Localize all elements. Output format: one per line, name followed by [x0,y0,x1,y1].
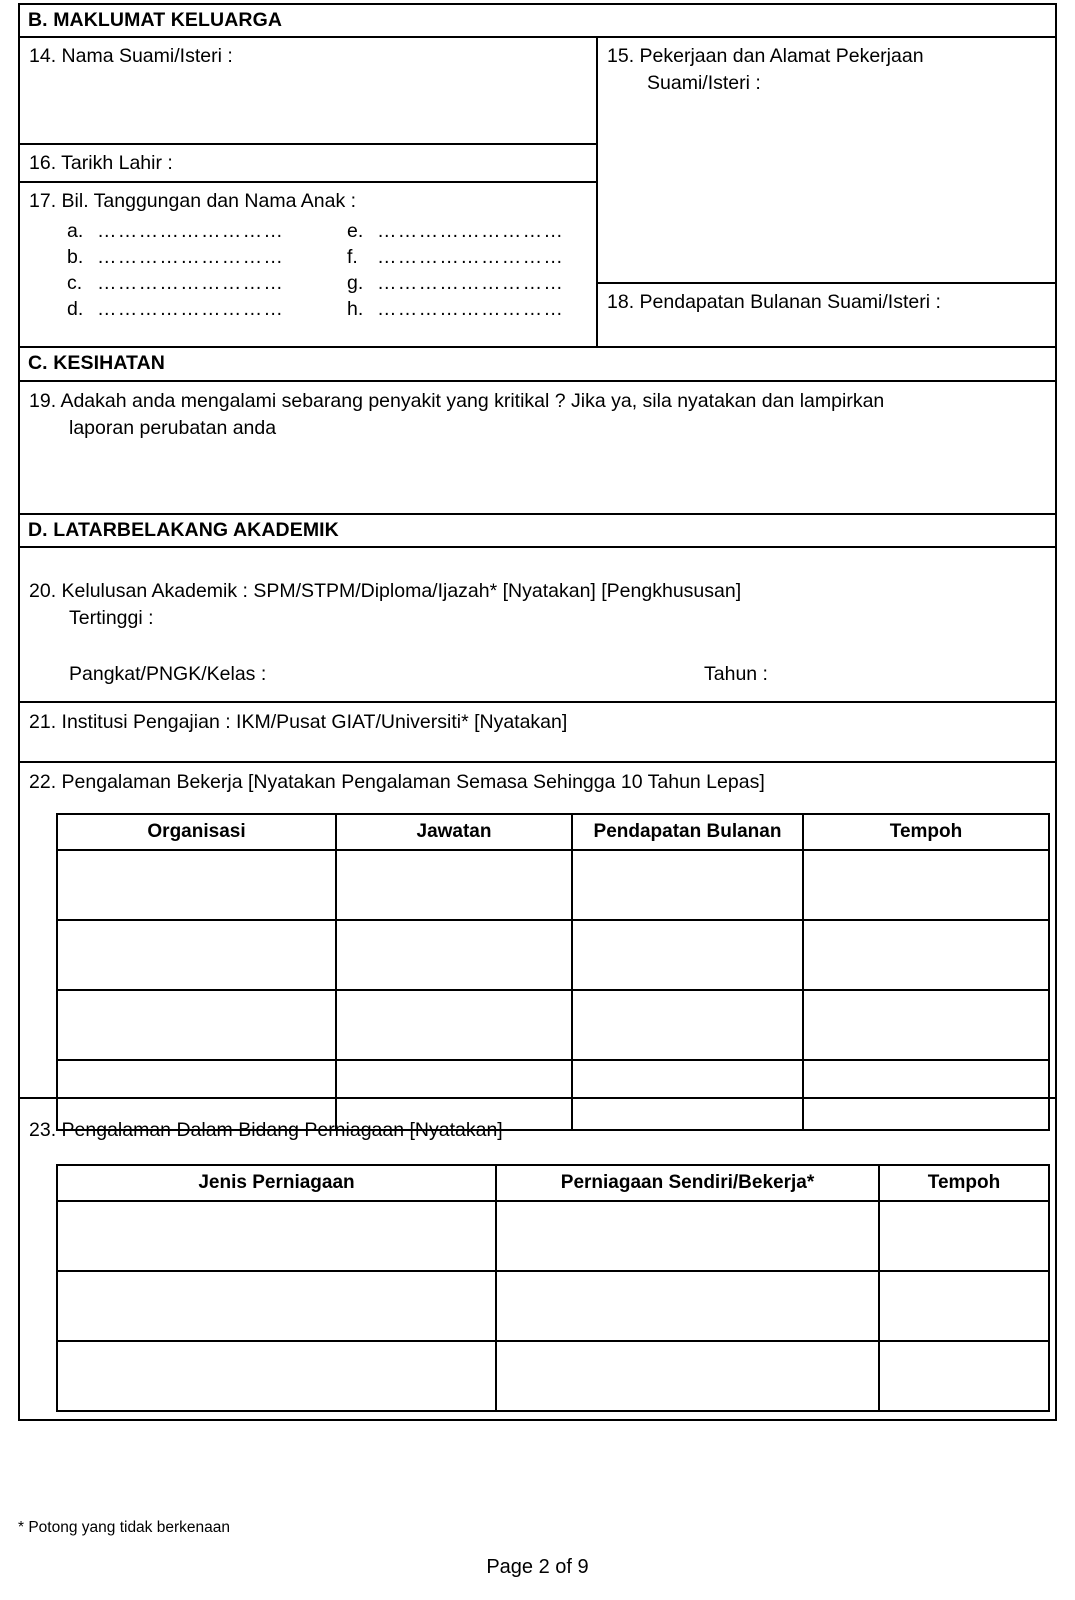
field-q16-birth-date[interactable] [20,145,596,183]
field-q19-label-line1: 19. Adakah anda mengalami sebarang penyakit yang kritikal ? Jika ya, sila nyatakan dan lampirkan [29,389,885,412]
cell-tempoh[interactable] [803,920,1049,990]
field-q16-label: 16. Tarikh Lahir : [29,152,173,175]
cell-perniagaan-jenis[interactable] [496,1201,879,1271]
section-b-body [20,38,1055,348]
col-header-jawatan: Jawatan [336,814,572,850]
dependent-blank: ……………………… [377,220,565,243]
section-b-left-column [20,38,598,346]
field-q19-critical-illness[interactable] [20,382,1055,515]
cell-tempoh[interactable] [879,1201,1049,1271]
cell-jawatan[interactable] [336,990,572,1060]
col-header-tempoh: Tempoh [803,814,1049,850]
cell-pendapatan[interactable] [572,990,803,1060]
section-b-title: B. MAKLUMAT KELUARGA [28,9,283,31]
section-d-header [20,515,1055,548]
field-q17-label: 17. Bil. Tanggungan dan Nama Anak : [29,190,357,213]
table-row [57,850,1049,920]
section-b-right-column [598,38,1055,346]
dependent-entry[interactable] [347,272,587,295]
cell-perniagaan-jenis[interactable] [496,1341,879,1411]
field-q17-dependents[interactable] [20,183,596,346]
dependent-blank: ……………………… [377,272,565,295]
field-q22-label: 22. Pengalaman Bekerja [Nyatakan Pengalaman Semasa Sehingga 10 Tahun Lepas] [29,771,765,794]
field-q20-grade-label: Pangkat/PNGK/Kelas : [69,663,267,686]
field-q18-spouse-income[interactable] [598,284,1055,346]
field-q14-label: 14. Nama Suami/Isteri : [29,45,233,68]
cell-jawatan[interactable] [336,850,572,920]
cell-tempoh[interactable] [803,850,1049,920]
dependent-entry[interactable] [347,246,587,269]
col-header-pendapatan-bulanan: Pendapatan Bulanan [572,814,803,850]
table-row [57,1271,1049,1341]
field-q18-label: 18. Pendapatan Bulanan Suami/Isteri : [607,291,941,314]
section-c-header [20,348,1055,381]
field-q20-grade-year-row[interactable] [29,661,1046,688]
field-q20-label-line2: Tertinggi : [69,607,154,630]
field-q20-label-line1: 20. Kelulusan Akademik : SPM/STPM/Diploma/Ijazah* [Nyatakan] [Pengkhususan] [29,580,742,603]
dependent-letter: g. [347,272,364,295]
table-header-row [57,814,1049,850]
cell-jenis-perniagaan[interactable] [57,1271,496,1341]
col-header-perniagaan-sendiri-bekerja: Perniagaan Sendiri/Bekerja* [496,1165,879,1201]
section-b-header [20,5,1055,38]
field-q20-academic[interactable] [20,548,1055,703]
dependents-list [67,220,587,321]
dependent-letter: h. [347,298,364,321]
field-q20-year-label: Tahun : [704,663,768,686]
dependent-letter: c. [67,272,83,295]
dependent-letter: f. [347,246,358,269]
table-row [57,1201,1049,1271]
field-q22-work-experience [20,763,1055,1099]
table-row [57,990,1049,1060]
cell-pendapatan[interactable] [572,920,803,990]
dependent-letter: b. [67,246,84,269]
footnote-text: * Potong yang tidak berkenaan [18,1519,230,1536]
dependent-blank: ……………………… [377,246,565,269]
cell-organisasi[interactable] [57,990,336,1060]
field-q15-label-line1: 15. Pekerjaan dan Alamat Pekerjaan [607,45,924,68]
col-header-tempoh: Tempoh [879,1165,1049,1201]
field-q23-business-experience [20,1099,1055,1419]
field-q15-spouse-job[interactable] [598,38,1055,284]
dependent-entry[interactable] [67,272,347,295]
dependent-letter: d. [67,298,84,321]
dependent-blank: ……………………… [97,272,285,295]
table-row [57,920,1049,990]
dependent-blank: ……………………… [97,246,285,269]
cell-perniagaan-jenis[interactable] [496,1271,879,1341]
col-header-organisasi: Organisasi [57,814,336,850]
field-q21-institution[interactable] [20,703,1055,763]
cell-organisasi[interactable] [57,850,336,920]
cell-jenis-perniagaan[interactable] [57,1341,496,1411]
cell-jawatan[interactable] [336,920,572,990]
dependent-entry[interactable] [67,220,347,243]
cell-tempoh[interactable] [879,1271,1049,1341]
dependent-entry[interactable] [67,246,347,269]
work-experience-table [56,813,1050,1131]
dependent-entry[interactable] [347,220,587,243]
cell-tempoh[interactable] [803,990,1049,1060]
col-header-jenis-perniagaan: Jenis Perniagaan [57,1165,496,1201]
field-q15-label-line2: Suami/Isteri : [647,72,761,95]
cell-organisasi[interactable] [57,920,336,990]
section-b-split [20,38,1055,346]
dependent-entry[interactable] [67,298,347,321]
dependent-blank: ……………………… [97,220,285,243]
section-c-title: C. KESIHATAN [28,352,165,375]
dependent-blank: ……………………… [377,298,565,321]
table-header-row [57,1165,1049,1201]
dependent-letter: e. [347,220,364,243]
cell-jenis-perniagaan[interactable] [57,1201,496,1271]
dependent-letter: a. [67,220,84,243]
section-d-title: D. LATARBELAKANG AKADEMIK [28,518,339,541]
dependent-entry[interactable] [347,298,587,321]
form-outer-frame [18,3,1057,1421]
cell-pendapatan[interactable] [572,850,803,920]
page-number: Page 2 of 9 [486,1556,589,1578]
field-q21-label: 21. Institusi Pengajian : IKM/Pusat GIAT/Universiti* [Nyatakan] [29,711,568,734]
field-q23-label: 23. Pengalaman Dalam Bidang Perniagaan [Nyatakan] [29,1119,503,1142]
field-q19-label-line2: laporan perubatan anda [69,416,277,439]
business-experience-table [56,1164,1050,1412]
field-q14-spouse-name[interactable] [20,38,596,145]
cell-tempoh[interactable] [879,1341,1049,1411]
dependent-blank: ……………………… [97,298,285,321]
table-row [57,1341,1049,1411]
